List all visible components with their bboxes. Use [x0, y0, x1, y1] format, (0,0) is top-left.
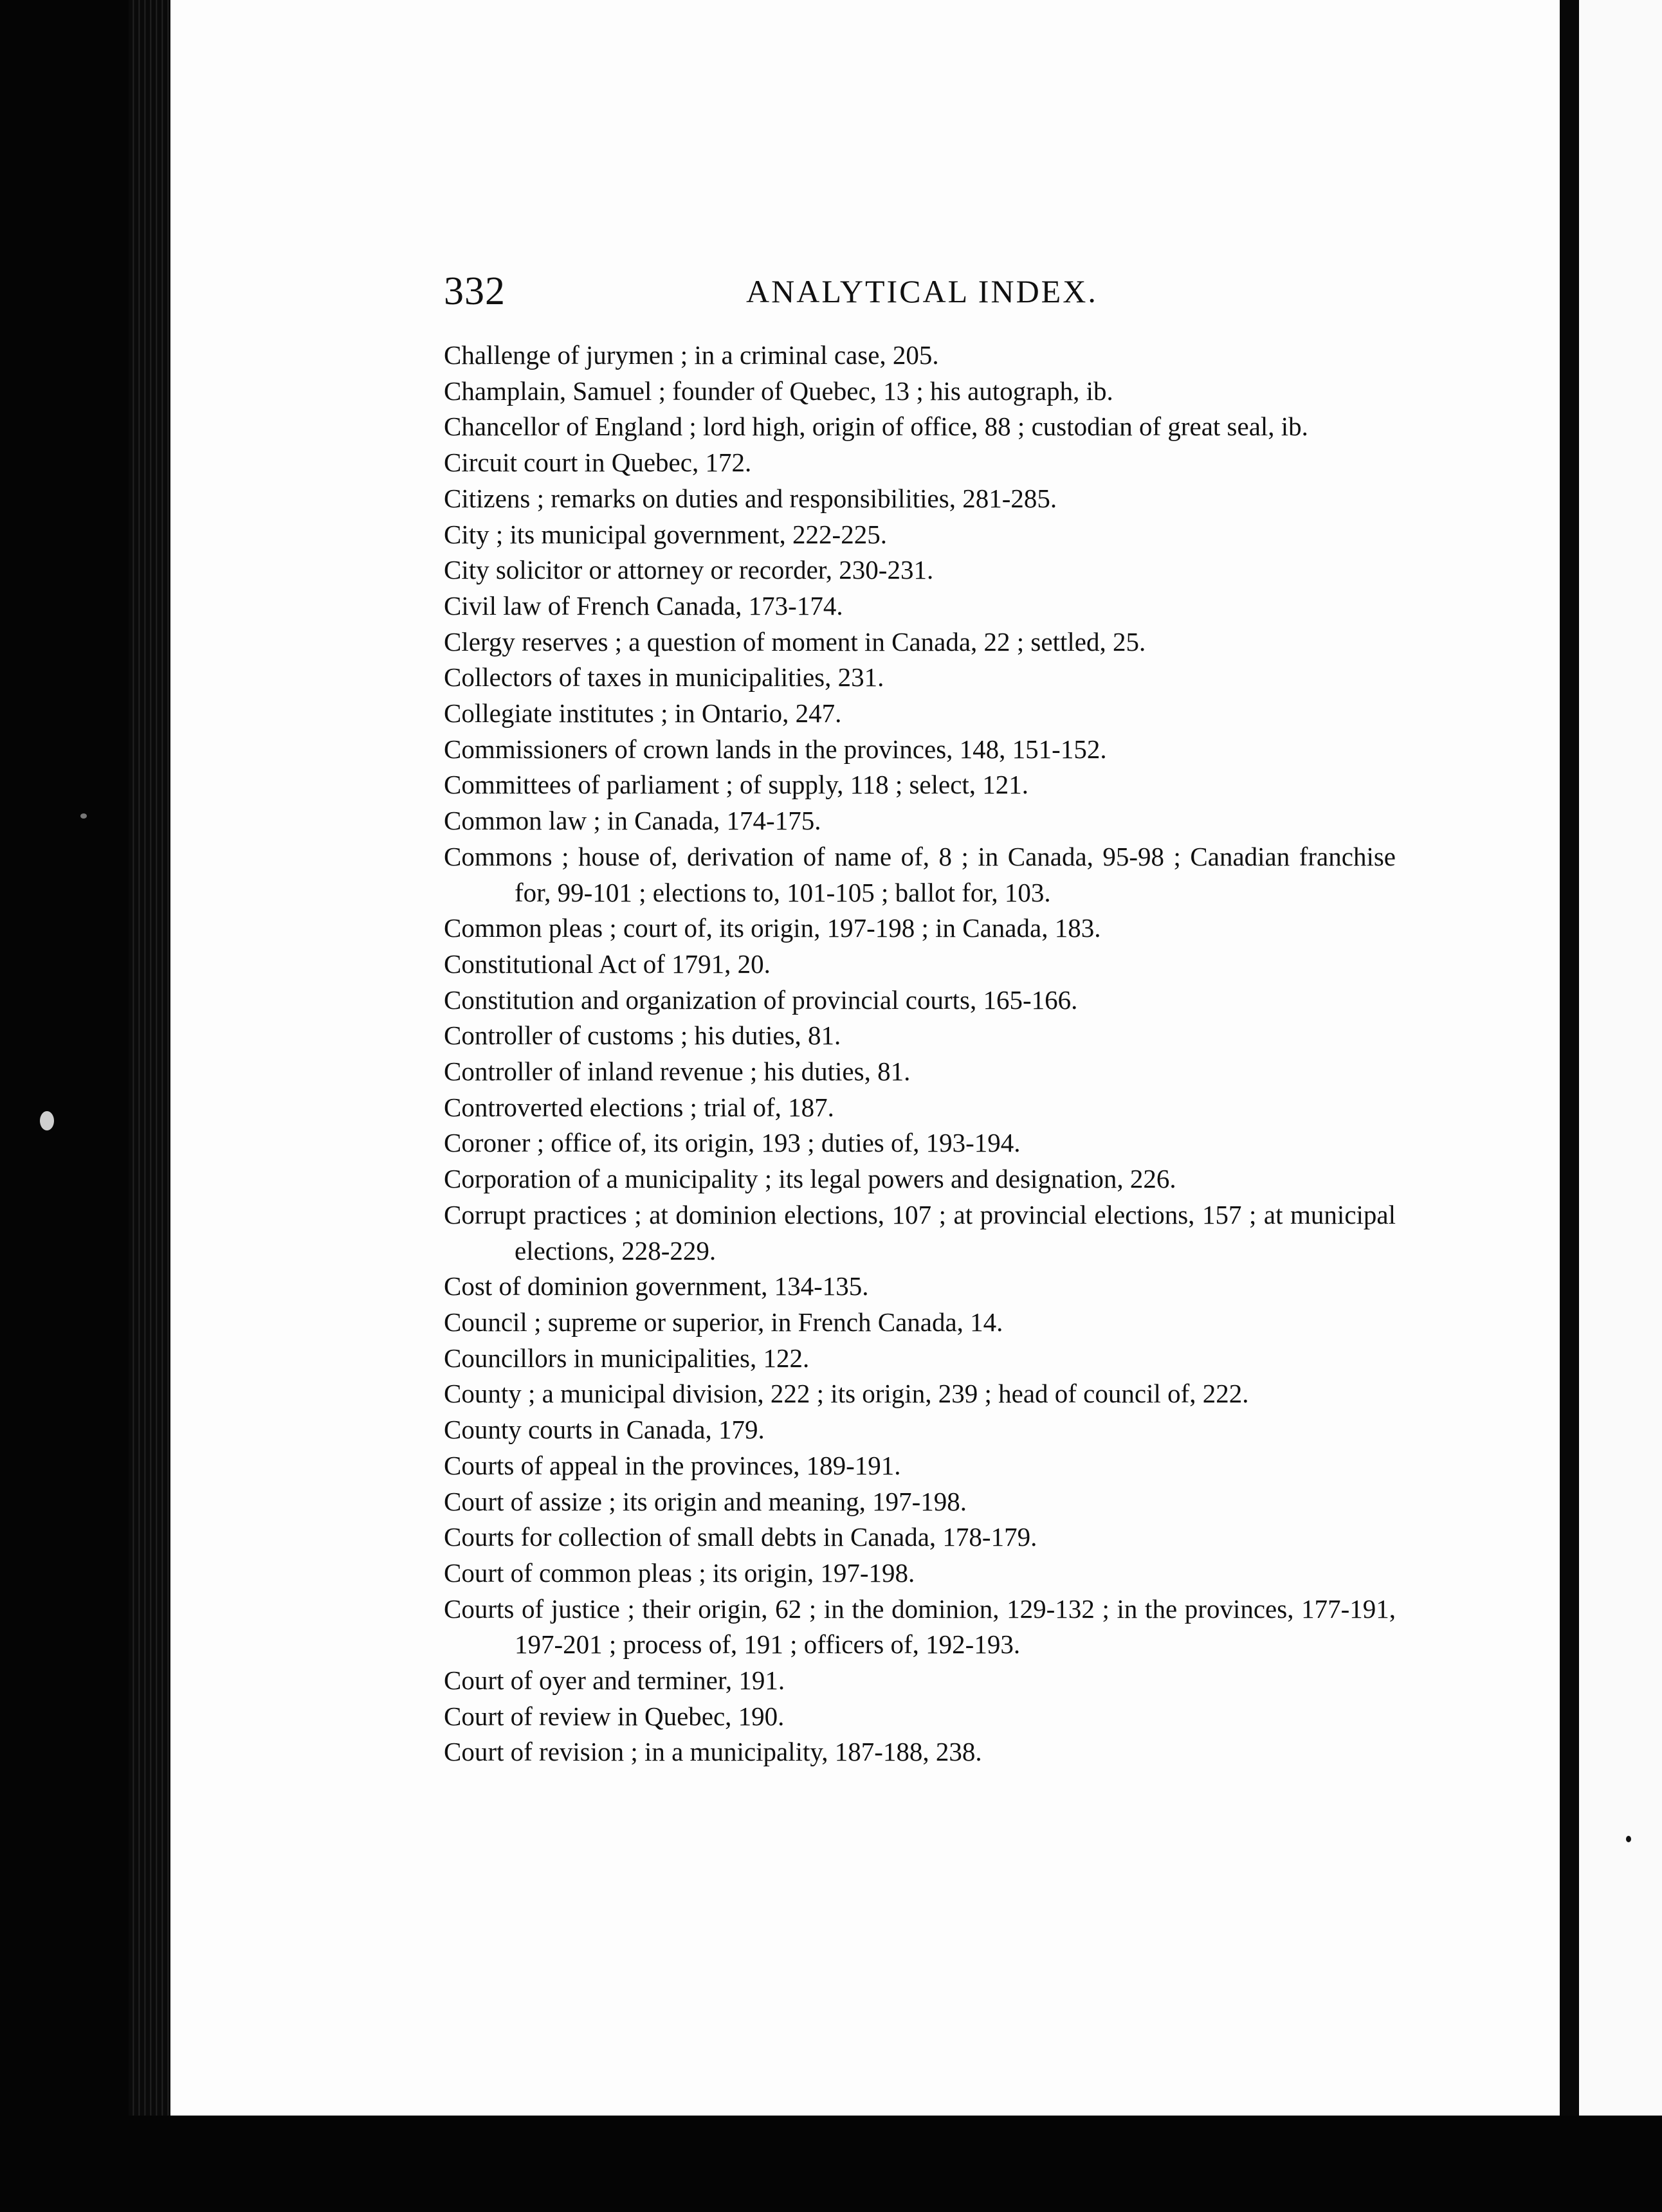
index-entry: Corrupt practices ; at dominion elections, 107 ; at provincial elections, 157 ; at municipal elections, 228-229.	[444, 1199, 1396, 1265]
index-entry: Civil law of French Canada, 173-174.	[444, 590, 843, 621]
page-number: 332	[444, 269, 506, 313]
scanner-background-bottom	[0, 2116, 1662, 2212]
index-entry: Court of revision ; in a municipality, 187-188, 238.	[444, 1737, 982, 1767]
index-entry: Corporation of a municipality ; its legal powers and designation, 226.	[444, 1164, 1176, 1194]
index-entry: Court of oyer and terminer, 191.	[444, 1665, 785, 1696]
index-entry: Constitution and organization of provincial courts, 165-166.	[444, 984, 1078, 1015]
index-entry: Court of review in Quebec, 190.	[444, 1701, 785, 1731]
next-page-edge	[1579, 0, 1662, 2116]
index-entry: Citizens ; remarks on duties and responsibilities, 281-285.	[444, 483, 1057, 513]
running-title: ANALYTICAL INDEX.	[746, 273, 1098, 309]
index-entry: Courts of justice ; their origin, 62 ; in the dominion, 129-132 ; in the provinces, 177-191, 197-201 ; process of, 191 ; officers of, 192-193.	[444, 1593, 1396, 1660]
index-entry: Coroner ; office of, its origin, 193 ; duties of, 193-194.	[444, 1128, 1021, 1158]
index-entry: Courts for collection of small debts in Canada, 178-179.	[444, 1522, 1037, 1552]
index-entry: Commissioners of crown lands in the provinces, 148, 151-152.	[444, 734, 1107, 764]
index-entry: Controverted elections ; trial of, 187.	[444, 1092, 834, 1122]
index-entry: Council ; supreme or superior, in French Canada, 14.	[444, 1307, 1003, 1337]
page-header	[444, 269, 1106, 314]
index-entry: Constitutional Act of 1791, 20.	[444, 948, 771, 979]
index-entry: Chancellor of England ; lord high, origin of office, 88 ; custodian of great seal, ib.	[444, 412, 1308, 442]
index-entry: Committees of parliament ; of supply, 118 ; select, 121.	[444, 770, 1029, 800]
index-entry: County ; a municipal division, 222 ; its origin, 239 ; head of council of, 222.	[444, 1379, 1249, 1409]
index-entry: Court of common pleas ; its origin, 197-198.	[444, 1557, 915, 1588]
index-entry: City ; its municipal government, 222-225.	[444, 519, 887, 549]
scan-speck	[80, 813, 87, 819]
index-entry: Courts of appeal in the provinces, 189-191.	[444, 1450, 901, 1480]
index-entry: Common pleas ; court of, its origin, 197-198 ; in Canada, 183.	[444, 913, 1101, 943]
index-entry: Common law ; in Canada, 174-175.	[444, 806, 821, 836]
index-entry: Collectors of taxes in municipalities, 231.	[444, 662, 884, 693]
index-entry: Councillors in municipalities, 122.	[444, 1343, 810, 1373]
scan-speck	[40, 1111, 54, 1130]
index-entry: City solicitor or attorney or recorder, 230-231.	[444, 555, 934, 585]
index-entry: County courts in Canada, 179.	[444, 1415, 765, 1445]
index-entry: Controller of customs ; his duties, 81.	[444, 1020, 841, 1051]
book-edge-left	[129, 0, 170, 2122]
book-gutter-right	[1560, 0, 1579, 2212]
index-entry: Champlain, Samuel ; founder of Quebec, 13 ; his autograph, ib.	[444, 376, 1113, 406]
index-entry: Collegiate institutes ; in Ontario, 247.	[444, 698, 842, 729]
index-entry: Court of assize ; its origin and meaning, 197-198.	[444, 1486, 967, 1516]
index-entry: Controller of inland revenue ; his duties, 81.	[444, 1056, 911, 1087]
index-entry: Commons ; house of, derivation of name of, 8 ; in Canada, 95-98 ; Canadian franchise for, 99-101 ; elections to, 101-105 ; ballot for, 103.	[444, 841, 1396, 907]
index-entry: Circuit court in Quebec, 172.	[444, 448, 752, 478]
index-entry: Clergy reserves ; a question of moment in Canada, 22 ; settled, 25.	[444, 626, 1146, 657]
index-entries	[444, 338, 1396, 1770]
scan-speck	[1626, 1836, 1631, 1842]
index-entry: Challenge of jurymen ; in a criminal case, 205.	[444, 340, 939, 370]
index-entry: Cost of dominion government, 134-135.	[444, 1271, 869, 1301]
